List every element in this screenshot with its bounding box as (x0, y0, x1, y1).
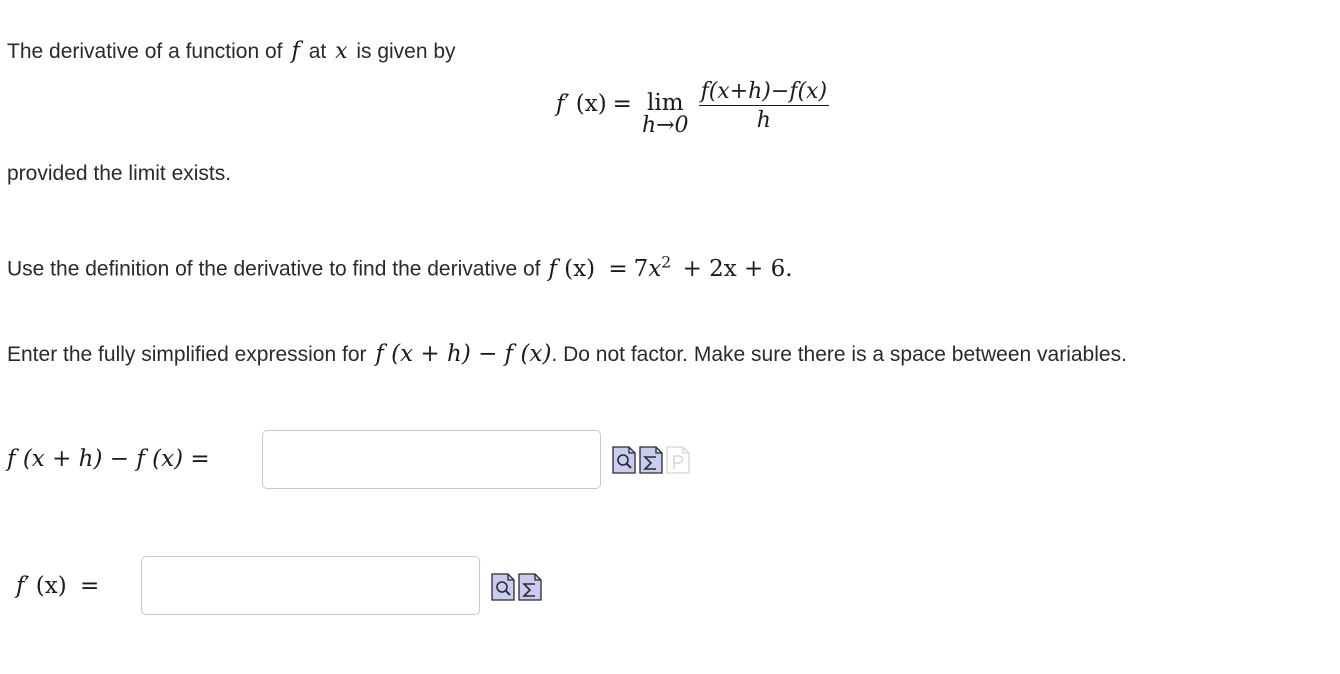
task-exponent: 2 (661, 252, 672, 271)
limit-operator (641, 89, 689, 138)
answer2-input[interactable] (141, 556, 480, 615)
answer1-toolbar (612, 446, 690, 474)
limit-subscript: h→0 (641, 112, 689, 138)
preview-icon[interactable] (491, 573, 515, 601)
intro-prefix: The derivative of a function of (7, 40, 283, 63)
instruction-expression: f (x + h) − f (x) (375, 341, 552, 367)
task-equals: = (608, 255, 628, 282)
definition-lhs-arg: (x) (575, 91, 607, 118)
limit-word: lim (646, 89, 684, 116)
task-func-arg: (x) (564, 255, 596, 282)
preview-icon[interactable] (612, 446, 636, 474)
task-period: . (785, 255, 793, 282)
intro-mid: at (308, 40, 327, 63)
derivative-definition (556, 78, 829, 138)
task-func-f: f (548, 255, 557, 282)
answer2-label-eq: = (79, 573, 100, 599)
answer2-toolbar (491, 573, 542, 601)
answer2-label-f: f (16, 573, 25, 599)
fraction-numerator: f(x+h)−f(x) (699, 80, 829, 106)
instruction-line (7, 341, 1127, 367)
answer2-label (16, 573, 105, 599)
definition-lhs-prime: ′ (564, 91, 570, 118)
task-rest: + 2x + 6 (682, 255, 786, 282)
answer2-label-prime: ′ (24, 573, 30, 599)
intro-var-f: f (291, 38, 300, 64)
task-function (548, 252, 793, 282)
equation-editor-icon[interactable] (639, 446, 663, 474)
task-var: x (648, 255, 662, 282)
task-line (7, 252, 793, 282)
answer2-label-arg: (x) (35, 573, 67, 599)
provided-text: provided the limit exists. (7, 162, 232, 185)
answer1-label: f (x + h) − f (x) = (7, 446, 210, 472)
task-coef: 7 (633, 255, 649, 282)
intro-var-x: x (335, 39, 348, 64)
intro-suffix: is given by (356, 40, 456, 63)
definition-equals: = (612, 91, 632, 118)
p-icon (666, 446, 690, 474)
intro-line (7, 38, 456, 64)
instruction-suffix: . Do not factor. Make sure there is a space between variables. (551, 343, 1127, 366)
difference-quotient (699, 80, 829, 132)
equation-editor-icon[interactable] (518, 573, 542, 601)
definition-lhs-f: f (556, 91, 565, 118)
answer1-input[interactable] (262, 430, 601, 489)
fraction-denominator: h (756, 108, 771, 134)
instruction-prefix: Enter the fully simplified expression for (7, 343, 367, 366)
task-prefix: Use the definition of the derivative to find the derivative of (7, 257, 541, 281)
